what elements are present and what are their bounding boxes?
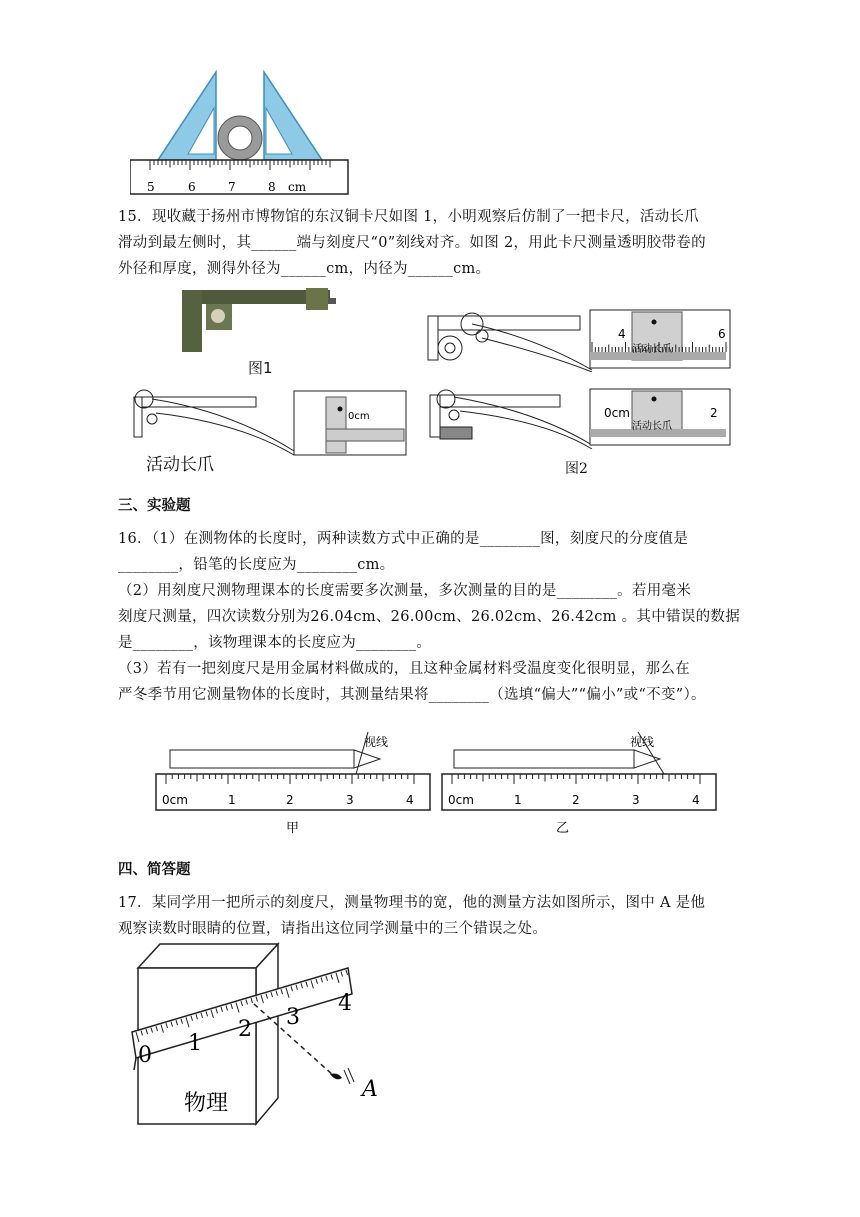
q17-tick-1: 1 — [188, 1031, 202, 1056]
fig1-bronze-caliper-photo — [178, 284, 338, 356]
q16-a-tick-3: 3 — [346, 793, 354, 807]
q16-a-tick-0: 0cm — [162, 793, 188, 807]
fig14-triangles-ruler — [130, 68, 352, 198]
q17-figure-book-ruler — [124, 938, 394, 1132]
q17-line-2: 观察读数时眼睛的位置，请指出这位同学测量中的三个错误之处。 — [118, 921, 548, 937]
q17-tick-3: 3 — [286, 1005, 300, 1030]
q16-a-tick-4: 4 — [406, 793, 414, 807]
q16-line-3: （2）用刻度尺测物理课本的长度需要多次测量，多次测量的目的是________。若用毫米 — [118, 583, 692, 599]
fig14-tick-8: 8 — [268, 180, 276, 194]
q16-b-tick-4: 4 — [692, 793, 700, 807]
fig14-unit: cm — [288, 180, 307, 194]
q17-line-1: 17．某同学用一把所示的刻度尺，测量物理书的宽，他的测量方法如图所示，图中 A 是他 — [118, 895, 706, 911]
fig2-outer-diameter — [426, 308, 732, 372]
q17-eye-label: A — [362, 1077, 378, 1102]
q16-b-tick-1: 1 — [514, 793, 522, 807]
q15-line-3: 外径和厚度，测得外径为______cm，内径为______cm。 — [118, 261, 491, 277]
q16-a-tick-2: 2 — [286, 793, 294, 807]
fig2-inner-diameter — [426, 387, 732, 449]
fig2-jaw-label-b: 活动长爪 — [632, 421, 672, 432]
fig1-label: 图1 — [248, 359, 273, 377]
fig2-zero-alignment — [130, 389, 410, 457]
fig2-jaw-label: 活动长爪 — [146, 455, 214, 475]
q16-label-b: 乙 — [556, 821, 570, 836]
q16-a-tick-1: 1 — [228, 793, 236, 807]
q16-line-6: （3）若有一把刻度尺是用金属材料做成的，且这种金属材料受温度变化很明显，那么在 — [118, 661, 690, 677]
q16-sight-b: 视线 — [630, 735, 655, 749]
fig2-label: 图2 — [565, 461, 588, 477]
q17-tick-4: 4 — [338, 991, 352, 1016]
q16-line-2: ________，铅笔的长度应为________cm。 — [118, 557, 395, 573]
q16-line-7: 严冬季节用它测量物体的长度时，其测量结果将________（选填“偏大”“偏小”或“不变”）。 — [118, 687, 706, 703]
q17-tick-2: 2 — [238, 1017, 252, 1042]
fig2-tick-4: 4 — [618, 327, 626, 341]
section-3-title: 三、实验题 — [118, 498, 191, 514]
q16-b-tick-3: 3 — [632, 793, 640, 807]
q16-b-tick-0: 0cm — [448, 793, 474, 807]
q16-line-5: 是________，该物理课本的长度应为________。 — [118, 635, 432, 651]
q16-figure-pencils — [152, 728, 718, 838]
q16-sight-a: 视线 — [364, 735, 389, 749]
q16-label-a: 甲 — [286, 821, 300, 836]
q16-b-tick-2: 2 — [572, 793, 580, 807]
q16-line-1: 16．（1）在测物体的长度时，两种读数方式中正确的是________图，刻度尺的分度值是 — [118, 531, 689, 547]
q17-tick-0: 0 — [138, 1043, 152, 1068]
fig2-zero-label-a: 0cm — [348, 411, 370, 422]
q17-book-title: 物理 — [184, 1091, 229, 1116]
fig2-zero-label-b: 0cm — [604, 406, 630, 420]
fig14-tick-7: 7 — [228, 180, 236, 194]
fig2-tick-2: 2 — [710, 406, 718, 420]
fig14-tick-5: 5 — [147, 180, 155, 194]
section-4-title: 四、简答题 — [118, 862, 191, 878]
q15-line-1: 15．现收藏于扬州市博物馆的东汉铜卡尺如图 1，小明观察后仿制了一把卡尺，活动长爪 — [118, 209, 700, 225]
fig2-jaw-label-a: 活动长爪 — [632, 344, 672, 355]
q16-line-4: 刻度尺测量，四次读数分别为26.04cm、26.00cm、26.02cm、26.42cm 。其中错误的数据 — [118, 609, 741, 625]
fig14-tick-6: 6 — [188, 180, 196, 194]
q15-line-2: 滑动到最左侧时，其______端与刻度尺“0”刻线对齐。如图 2，用此卡尺测量透明胶带卷的 — [118, 235, 706, 251]
fig2-tick-6: 6 — [718, 327, 726, 341]
